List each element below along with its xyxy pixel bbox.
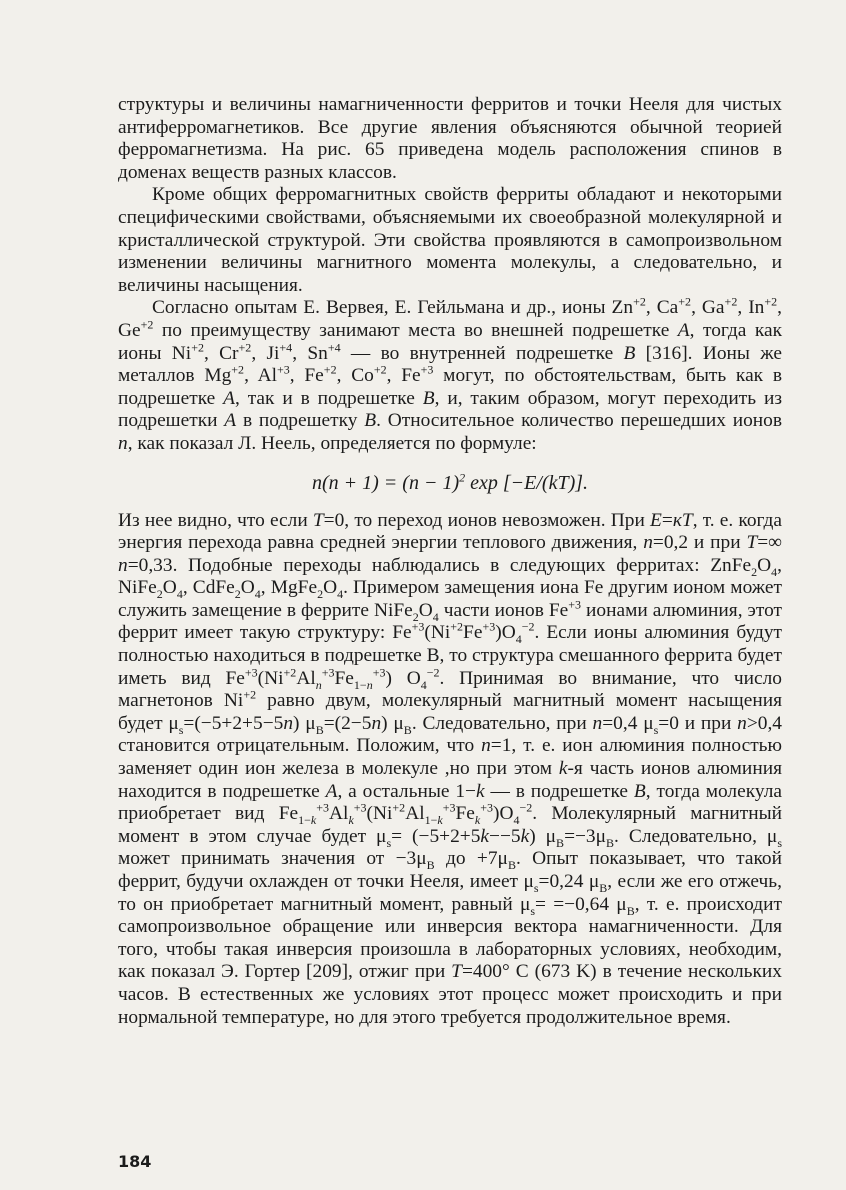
page-number: 184	[118, 1152, 152, 1171]
paragraph: Согласно опытам Е. Вервея, Е. Гейльмана и др., ионы $Zn^{+2}$, $Ca^{+2}$, $Ga^{+2}$, $In^{+2}$, $Ge^{+2}$ по преимуществу занимают места во внешней подрешетке A, тогда как ионы $Ni^{+2}$, $Cr^{+2}$, $Ji^{+4}$, $Sn^{+4}$ — во внутренней подрешетке B [316]. Ионы же металлов $Mg^{+2}$, $Al^{+3}$, $Fe^{+2}$, $Co^{+2}$, $Fe^{+3}$ могут, по обстоятельствам, быть как в подрешетке A, так и в подрешетке B, и, таким образом, могут переходить из подрешетки A в подрешетку B. Относительное количество перешедших ионов n, как показал Л. Неель, определяется по формуле:	[118, 294, 783, 454]
paragraph: структуры и величины намагниченности ферритов и точки Нееля для чистых антиферромагнетиков. Все другие явления объясняются обычной теорией ферромагнетизма. На рис. 65 приведена модель расположения спинов в доменах веществ разных классов.	[118, 94, 782, 183]
paragraph: Из нее видно, что если T=0, то переход ионов невозможен. При E=кT, т. е. когда энергия перехода равна средней энергии теплового движения, n=0,2 и при T=∞ n=0,33. Подобные переходы наблюдались в следующих ферритах: $ZnFe_2O_4$, $NiFe_2O_4$, $CdFe_2O_4$, $MgFe_2O_4$. Примером замещения иона Fe другим ионом может служить замещение в феррите $NiFe_2O_4$ части ионов $Fe^{+3}$ ионами алюминия, этот феррит имеет такую структуру: $Fe^{+3}(Ni^{+2}Fe^{+3})O_4^{-2}$. Если ионы алюминия будут полностью находиться в подрешетке B, то структура смешанного феррита будет иметь вид $Fe^{+3}(Ni^{+2}Al_n^{+3}Fe_{1-n}^{+3})$ $O_4^{-2}$. Принимая во внимание, что число магнетонов $Ni^{+2}$ равно двум, молекулярный магнитный момент насыщения будет $\mu_s=(-5+2+5-5n)$ $\mu_B=(2-5n)$ $\mu_B$. Следовательно, при n=0,4 $\mu_s=0$ и при n>0,4 становится отрицательным. Положим, что n=1, т. е. ион алюминия полностью заменяет один ион железа в молекуле ,но при этом k-я часть ионов алюминия находится в подрешетке A, а остальные 1−k — в подрешетке B, тогда молекула приобретает вид $Fe_{1-k}^{+3}Al_k^{+3}(Ni^{+2}Al_{1-k}^{+3}Fe_k^{+3})O_4^{-2}$. Молекулярный магнитный момент в этом случае будет $\mu_s= (-5+2+5k--5k)$ $\mu_B=-3\mu_B$. Следовательно, $\mu_s$ может принимать значения от $-3\mu_B$ до $+7\mu_B$. Опыт показывает, что такой феррит, будучи охлажден от точки Нееля, имеет $\mu_s=0,24$ $\mu_B$, если же его отжечь, то он приобретает магнитный момент, равный $\mu_s= =-0,64$ $\mu_B$, т. е. происходит самопроизвольное обращение или инверсия вектора намагниченности. Для того, чтобы такая инверсия произошла в лабораторных условиях, необходим, как показал Э. Гортер [209], отжиг при T=400° C (673 K) в течение нескольких часов. В естественных же условиях этот процесс может происходить и при нормальной температуре, но для этого требуется продолжительное время.	[118, 509, 783, 1028]
body-text	[118, 94, 782, 1029]
formula: $n(n + 1) = (n - 1)^2$ exp [−E/(kT)].	[311, 469, 589, 494]
paragraph: Кроме общих ферромагнитных свойств ферриты обладают и некоторыми специфическими свойствами, объясняемыми их своеобразной молекулярной и кристаллической структурой. Эти свойства проявляются в самопроизвольном изменении величины магнитного момента молекулы, а следовательно, и величины насыщения.	[118, 184, 782, 296]
